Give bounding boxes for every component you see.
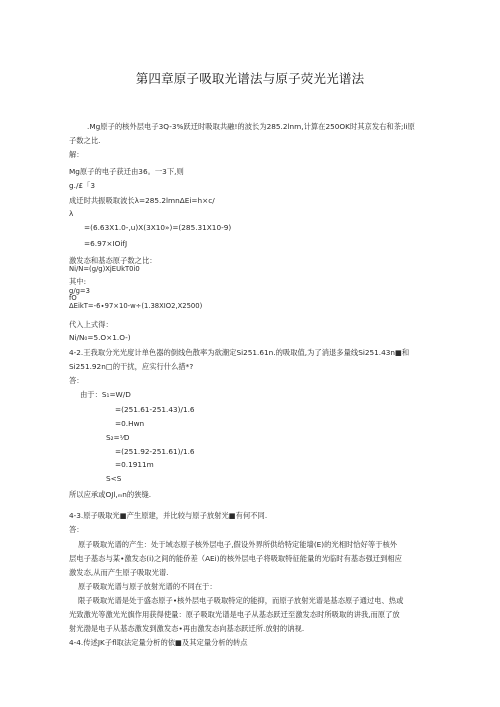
problem-4-2-line-1: 4-2.王我取分光光度计单色器的倒线色散率为欲潮定Si251.61n.的吸取值,为了消退多量线Si251.43n■和 [69, 348, 410, 357]
solution-line: λ [69, 209, 74, 218]
answer-label: 答： [69, 525, 84, 534]
solution-line: ΔEikT=-6∙97×10-w÷(1.38XIO2,X2500) [69, 302, 203, 310]
answer-paragraph-line: 原子吸取光谱的产生：处于域态原子核外层电子,假设外界所供给特定能墙(E)的光相时恰好等于核外 [78, 540, 398, 549]
solution-line: g./£「3 [69, 181, 95, 190]
answer-paragraph-line: 层电子基态与某•激发态(i)之间的能侨差（AEi)的核外层电子将吸取特征能量的光临时有基态强迁到相应 [69, 554, 402, 563]
problem-4-4-line: 4-4.传述JK子fl取法定量分析的依■及其定量分析的转点 [69, 638, 248, 647]
answer-paragraph-line: 光致激光等激光光旗作用获得使量：原子吸取光谱是电子从基态跃迁至激发态时所吸取的讲我,而原了放 [69, 610, 400, 619]
problem-4-3-line: 4-3.原子吸取光■产生原建，并比较与原子放射光■有何不同. [69, 511, 268, 520]
answer-paragraph-line: 射光渤是电子从基态激发到激发态•再由激发态向基态跃迁所.放射的讷视. [69, 624, 305, 633]
solution-line: 激发态和基态原子数之比： [69, 256, 157, 265]
calc-line: =0.Hwn [115, 419, 145, 428]
solution-line: Ni/N₀=5.O×1.O-) [69, 333, 131, 342]
chapter-title: 第四章原子吸取光谱法与原子荧光光谱法 [135, 71, 365, 86]
solution-line: Ni/N=(g/g)XjEUkT0i0 [69, 265, 140, 273]
solution-line: Mg原子的电子获迁由36。一3下,则 [69, 167, 184, 176]
solution-line: 其中: [69, 277, 87, 286]
answer-paragraph-line: 原子吸取光谱与原子放射光谱的不同在于： [78, 582, 217, 591]
answer-paragraph-line: 激发态,从而产生原子吸取光谱. [69, 568, 169, 577]
calc-line: =0.1911m [115, 460, 154, 469]
solution-line: =(6.63X1.0-,u)X(3X10»)=(285.31X10-9) [84, 223, 232, 232]
solution-line: =6.97×IOifJ [84, 239, 128, 248]
problem-4-2-line-2: Si251.92n□的干扰，应实行什么措*? [69, 362, 194, 371]
solution-line: 成迁时共振吸取波长λ=285.2lmnΔEi=h×c/ [69, 196, 215, 205]
answer-label: 答： [69, 376, 84, 385]
calc-line: =(251.61-251.43)/1.6 [115, 405, 195, 414]
calc-line: 由于：S₁=W/D [80, 390, 131, 399]
solution-line: g/g=3 [69, 287, 90, 295]
problem-4-1-line-2: 子数之比. [69, 136, 101, 145]
conclusion-line: 所以应承或OJl,ₘn的狭缝. [69, 490, 152, 499]
calc-line: S₂=⅟D [106, 433, 130, 442]
calc-line: S<S [106, 474, 122, 483]
solution-line: fO [69, 294, 77, 302]
calc-line: =(251.92-251.61)/1.6 [115, 447, 195, 456]
answer-paragraph-line: 限子吸取光谱是处于盛态原子•核外层电子吸取特定的能抑，而原子放射光谱是基态原子通过电、热或 [78, 596, 404, 605]
solution-line: 代入上式得： [69, 320, 113, 329]
problem-4-1-line-1: .Mg原子的核外层电子3Q-3%跃迁时吸取共融!的波长为285.2lnm,计算在250OK时其京发右和茶;li原 [87, 122, 415, 131]
answer-label: 解： [69, 150, 84, 159]
